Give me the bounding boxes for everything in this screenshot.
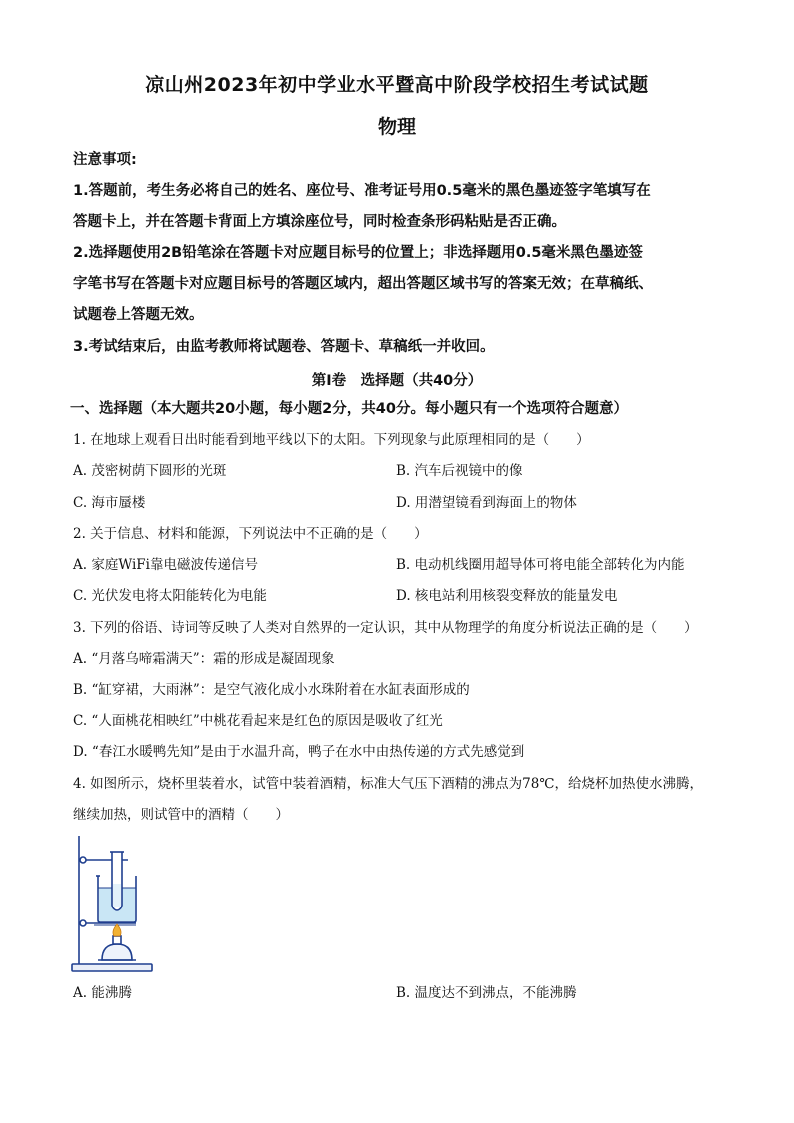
notice-item-2-line-3: 试题卷上答题无效。 (73, 307, 204, 323)
notice-item-3: 3.考试结束后，由监考教师将试题卷、答题卡、草稿纸一并收回。 (73, 339, 495, 355)
question-1-option-a: A. 茂密树荫下圆形的光斑 (73, 463, 227, 479)
notice-item-1-line-1: 1.答题前，考生务必将自己的姓名、座位号、准考证号用0.5毫米的黑色墨迹签字笔填写在 (73, 183, 651, 199)
section-heading: 一、选择题（本大题共20小题，每小题2分，共40分。每小题只有一个选项符合题意） (70, 401, 628, 417)
stand-base (72, 964, 152, 971)
question-3-stem: 3. 下列的俗语、诗词等反映了人类对自然界的一定认识，其中从物理学的角度分析说法正确的是（ ） (73, 620, 698, 636)
question-3-option-c: C. “人面桃花相映红”中桃花看起来是红色的原因是吸收了红光 (73, 713, 443, 729)
exam-title: 凉山州2023年初中学业水平暨高中阶段学校招生考试试题 (145, 74, 649, 96)
notice-item-2-line-1: 2.选择题使用2B铅笔涂在答题卡对应题目标号的位置上；非选择题用0.5毫米黑色墨迹签 (73, 245, 643, 261)
question-2-option-d: D. 核电站利用核裂变释放的能量发电 (396, 588, 618, 604)
question-2-option-c: C. 光伏发电将太阳能转化为电能 (73, 588, 267, 604)
question-4-option-a: A. 能沸腾 (73, 985, 132, 1001)
subject-title: 物理 (377, 116, 416, 138)
notice-item-1-line-2: 答题卡上，并在答题卡背面上方填涂座位号，同时检查条形码粘贴是否正确。 (73, 214, 566, 230)
part-1-heading: 第Ⅰ卷 选择题（共40分） (311, 373, 483, 389)
boiling-apparatus-illustration (70, 832, 158, 974)
question-3-option-d: D. “春江水暖鸭先知”是由于水温升高，鸭子在水中由热传递的方式先感觉到 (73, 744, 525, 760)
question-4-stem-line-1: 4. 如图所示，烧杯里装着水，试管中装着酒精，标准大气压下酒精的沸点为78℃，给烧杯加热使水沸腾， (73, 776, 703, 792)
burner-wick-holder (113, 936, 121, 944)
question-4-option-b: B. 温度达不到沸点，不能沸腾 (396, 985, 577, 1001)
question-3-option-b: B. “缸穿裙，大雨淋”：是空气液化成小水珠附着在水缸表面形成的 (73, 682, 470, 698)
notice-item-2-line-2: 字笔书写在答题卡对应题目标号的答题区域内，超出答题区域书写的答案无效；在草稿纸、 (73, 276, 653, 292)
notice-heading: 注意事项: (73, 152, 137, 168)
ring-boss (80, 920, 86, 926)
question-2-option-b: B. 电动机线圈用超导体可将电能全部转化为内能 (396, 557, 685, 573)
question-1-option-c: C. 海市蜃楼 (73, 495, 146, 511)
question-2-stem: 2. 关于信息、材料和能源，下列说法中不正确的是（ ） (73, 526, 428, 542)
burner-body (102, 944, 132, 960)
question-4-stem-line-2: 继续加热，则试管中的酒精（ ） (73, 807, 289, 823)
clamp-boss (80, 857, 86, 863)
burner-flame (113, 924, 121, 936)
tube-alcohol (113, 884, 121, 907)
question-3-option-a: A. “月落乌啼霜满天”：霜的形成是凝固现象 (73, 651, 335, 667)
question-1-stem: 1. 在地球上观看日出时能看到地平线以下的太阳。下列现象与此原理相同的是（ ） (73, 432, 590, 448)
question-1-option-d: D. 用潜望镜看到海面上的物体 (396, 495, 577, 511)
question-1-option-b: B. 汽车后视镜中的像 (396, 463, 523, 479)
question-2-option-a: A. 家庭WiFi靠电磁波传递信号 (73, 557, 258, 573)
boiling-apparatus-figure (70, 832, 158, 974)
